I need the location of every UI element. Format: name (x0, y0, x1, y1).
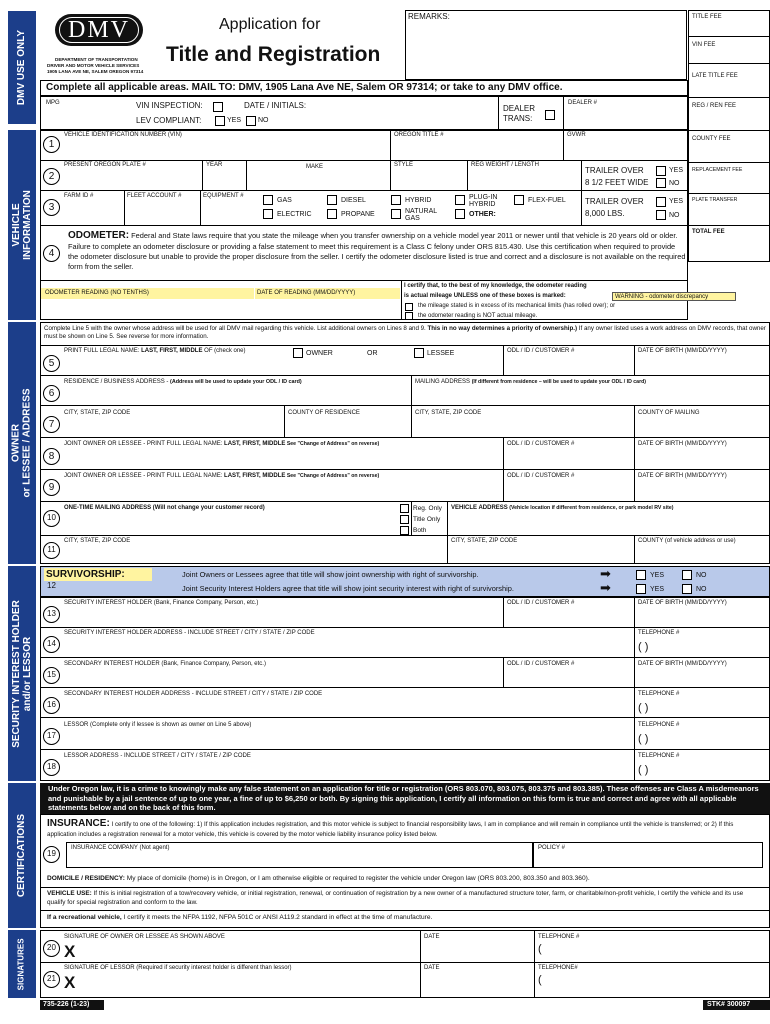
line16-telephone-label: TELEPHONE # (638, 691, 680, 697)
stock-number: STK# 300097 (703, 1000, 770, 1010)
line-number-1: 1 (43, 136, 60, 153)
policy-field[interactable] (533, 842, 763, 868)
style-label: STYLE (394, 162, 414, 168)
secondary-holder-label: SECONDARY INTEREST HOLDER (Bank, Finance Company, Person, etc.) (64, 661, 266, 667)
signatures-label: SIGNATURES (16, 938, 26, 990)
insurance-text: INSURANCE: I certify to one of the following: 1) If this application includes registration, and this motor vehicle is subject to financial responsibility laws, I am in compliance and will remain in compliance until the vehicle is transferred; or 2) If this application includes a registration renewal for a motor vehicle, this vehicle is covered by the motor vehicle liability insurance policy listed below. (47, 818, 734, 838)
farm-id-label: FARM ID # (64, 193, 94, 199)
security-band-label: SECURITY INTEREST HOLDER and/or LESSOR (11, 599, 34, 748)
lev-yes-checkbox[interactable] (215, 116, 225, 126)
certifications-label: CERTIFICATIONS (16, 813, 28, 898)
dealer-trans-checkbox[interactable] (545, 110, 555, 120)
flex-fuel-checkbox[interactable] (514, 195, 524, 205)
line18-phone-paren: ( ) (638, 764, 649, 776)
county-mailing-label: COUNTY OF MAILING (638, 410, 700, 416)
form-number: 735-226 (1-23) (40, 1000, 104, 1010)
other-fuel-label: OTHER: (469, 211, 496, 218)
line17-telephone-label: TELEPHONE # (638, 722, 680, 728)
owner-checkbox-label: OWNER (306, 350, 333, 357)
trailer-wide-label-2: 8 1/2 FEET WIDE (585, 178, 649, 187)
line8-dob-label: DATE OF BIRTH (MM/DD/YYYY) (638, 441, 727, 447)
lessor-signature-date-label: DATE (424, 965, 440, 971)
title-fee-label: TITLE FEE (692, 14, 722, 20)
line-number-12: 12 (43, 578, 60, 595)
vehicle-use-text: VEHICLE USE: If this is initial registration of a tow/recovery vehicle, or initial registration, renewal, or continuation of registration by a new owner of a manufactured structure toter, farm, or charitable/non-profit vehicle, I certify the vehicle and its use qualify for special registration and conform to the law. (47, 890, 744, 906)
mail-to-instructions: Complete all applicable areas. MAIL TO: DMV, 1905 Lana Ave NE, Salem OR 97314; or take to any DMV office. (46, 82, 563, 93)
legal-warning-text: Under Oregon law, it is a crime to knowingly make any false statement on an application for title or registration (ORS 803.070, 803.075, 803.375 and 803.385). These offenses are Class A misdemeanors and punishable by a jail sentence of up to one year, a fine of up to $6,250 or both. By signing this application, I certify all information on this form is true and correct and agree with all applicable statements below and on the back of this form. (48, 784, 759, 813)
security-band (8, 566, 36, 781)
trailer-lbs-yes-label: YES (669, 198, 684, 205)
dealer-trans-label-1: DEALER (503, 104, 536, 113)
line8-joint-label: JOINT OWNER OR LESSEE - PRINT FULL LEGAL NAME: LAST, FIRST, MIDDLE See "Change of Address" on reverse) (64, 441, 380, 447)
other-fuel-checkbox[interactable] (455, 209, 465, 219)
line-number-13: 13 (43, 606, 60, 623)
survivorship-security-no[interactable] (682, 584, 692, 594)
security-holder-label: SECURITY INTEREST HOLDER (Bank, Finance Company, Person, etc.) (64, 600, 259, 606)
line-number-8: 8 (43, 448, 60, 465)
arrow-icon-2: ➡ (600, 580, 611, 595)
natural-gas-label-1: NATURAL (405, 208, 438, 215)
plugin-label-2: HYBRID (469, 201, 496, 208)
line18-telephone-label: TELEPHONE # (638, 753, 680, 759)
reg-weight-label: REG WEIGHT / LENGTH (471, 162, 539, 168)
reg-only-label: Reg. Only (413, 505, 442, 512)
line13-dob-label: DATE OF BIRTH (MM/DD/YYYY) (638, 600, 727, 606)
line-number-5: 5 (43, 355, 60, 372)
line14-phone-paren: ( ) (638, 641, 649, 653)
year-label: YEAR (206, 162, 223, 168)
line-number-11: 11 (43, 542, 60, 559)
owner-signature-label: SIGNATURE OF OWNER OR LESSEE AS SHOWN ABOVE (64, 934, 225, 940)
oregon-title-label: OREGON TITLE # (394, 132, 444, 138)
survivorship-owners-yes-label: YES (650, 572, 665, 579)
secondary-holder-address-label: SECONDARY INTEREST HOLDER ADDRESS - INCLUDE STREET / CITY / STATE / ZIP CODE (64, 691, 323, 697)
lessor-address-label: LESSOR ADDRESS - INCLUDE STREET / CITY / STATE / ZIP CODE (64, 753, 251, 759)
late-title-fee-label: LATE TITLE FEE (692, 73, 738, 79)
make-label: MAKE (306, 164, 324, 170)
lessor-signature-telephone-label: TELEPHONE# (538, 965, 578, 971)
one-time-mailing-label: ONE-TIME MAILING ADDRESS (Will not change your customer record) (64, 505, 265, 511)
line-number-20: 20 (43, 940, 60, 957)
title-only-label: Title Only (413, 516, 441, 523)
reg-ren-fee-label: REG / REN FEE (692, 103, 737, 109)
gas-label: GAS (277, 197, 292, 204)
dept-line3: 1905 LANA AVE NE, SALEM OREGON 97314 (47, 69, 144, 74)
vin-inspection-label: VIN INSPECTION: (136, 101, 203, 110)
gas-checkbox[interactable] (263, 195, 273, 205)
both-label: Both (413, 527, 427, 534)
trailer-wide-yes-checkbox[interactable] (656, 166, 666, 176)
date-of-reading-label: DATE OF READING (MM/DD/YYYY) (257, 290, 356, 296)
reg-only-checkbox[interactable] (400, 504, 409, 513)
line-number-6: 6 (43, 385, 60, 402)
survivorship-owners-yes[interactable] (636, 570, 646, 580)
dept-line2: DRIVER AND MOTOR VEHICLE SERVICES (47, 63, 140, 68)
survivorship-owners-text: Joint Owners or Lessees agree that title will show joint ownership with right of survivorship. (182, 570, 479, 579)
line15-dob-label: DATE OF BIRTH (MM/DD/YYYY) (638, 661, 727, 667)
survivorship-security-yes-label: YES (650, 586, 665, 593)
line5-name-label: PRINT FULL LEGAL NAME: LAST, FIRST, MIDDLE OF (check one) (64, 348, 246, 354)
line16-phone-paren: ( ) (638, 702, 649, 714)
total-fee-label: TOTAL FEE (692, 229, 725, 235)
line-number-18: 18 (43, 759, 60, 776)
line-number-4: 4 (43, 245, 60, 262)
owner-checkbox[interactable] (293, 348, 303, 358)
owner-instructions: Complete Line 5 with the owner whose address will be used for all DMV mail regarding this vehicle. List additional owners on Lines 8 and 9. This in no way determines a priority of ownership.) If any owner listed uses a work address on DMV records, that owner must be shown on Line 5. See reverse for more information. (44, 325, 766, 341)
hybrid-checkbox[interactable] (391, 195, 401, 205)
odometer-statement: ODOMETER: Federal and State laws require that you state the mileage when you transfer ownership on a vehicle model year 2011 or newer until that vehicle is 20 years old or older. Failure to complete an odometer disclosure or providing a false statement to meet this requirement is a Class C felony under ORS 815.430. Use this certification when required to provide the odometer disclosure but unable to provide the proper disclosure from the seller. I certify the odometer disclosure listed is true and correct and a disclosure is not available on the required form from the seller. (68, 230, 686, 271)
line14-telephone-label: TELEPHONE # (638, 630, 680, 636)
odometer-certify-line1: I certify that, to the best of my knowledge, the odometer reading (404, 283, 587, 289)
rolled-over-checkbox[interactable] (405, 303, 413, 311)
trailer-lbs-no-checkbox[interactable] (656, 210, 666, 220)
electric-checkbox[interactable] (263, 209, 273, 219)
certifications-band (8, 783, 36, 928)
natural-gas-label-2: GAS (405, 215, 420, 222)
survivorship-owners-no[interactable] (682, 570, 692, 580)
survivorship-heading: SURVIVORSHIP: (44, 568, 152, 581)
owner-signature-date-label: DATE (424, 934, 440, 940)
hybrid-label: HYBRID (405, 197, 432, 204)
trailer-lbs-yes-checkbox[interactable] (656, 197, 666, 207)
line-number-21: 21 (43, 971, 60, 988)
county-vehicle-label: COUNTY (of vehicle address or use) (638, 538, 736, 544)
line11-city-label: CITY, STATE, ZIP CODE (64, 538, 131, 544)
signatures-band (8, 930, 36, 998)
owner-signature-x[interactable]: X (64, 942, 76, 961)
fleet-account-label: FLEET ACCOUNT # (127, 193, 182, 199)
date-initials-label: DATE / INITIALS: (244, 101, 307, 110)
dmv-use-only-label: DMV USE ONLY (16, 29, 28, 106)
recreational-text: If a recreational vehicle, I certify it meets the NFPA 1192, NFPA 501C or ANSI A119.2 standard in effect at the time of manufacture. (47, 914, 433, 921)
dmv-logo-text: DMV (67, 17, 130, 43)
lessee-checkbox-label: LESSEE (427, 350, 455, 357)
insurance-company-label: INSURANCE COMPANY (Not agent) (71, 845, 170, 851)
owner-signature-paren: ( (538, 943, 542, 955)
dmv-use-only-band (8, 11, 36, 124)
lessor-label: LESSOR (Complete only if lessee is shown as owner on Line 5 above) (64, 722, 252, 728)
line9-joint-label: JOINT OWNER OR LESSEE - PRINT FULL LEGAL NAME: LAST, FIRST, MIDDLE See "Change of Address" on reverse) (64, 473, 380, 479)
form-title-line2: Title and Registration (166, 43, 381, 66)
line11-vehicle-city-label: CITY, STATE, ZIP CODE (451, 538, 518, 544)
line-number-19: 19 (43, 846, 60, 863)
line17-phone-paren: ( ) (638, 733, 649, 745)
line8-odl-label: ODL / ID / CUSTOMER # (507, 441, 575, 447)
dealer-number-label: DEALER # (568, 100, 598, 106)
owner-signature-telephone-label: TELEPHONE # (538, 934, 580, 940)
domicile-text: DOMICILE / RESIDENCY: My place of domicile (home) is in Oregon, or I am otherwise eligible or required to register the vehicle under Oregon law (ORS 803.200, 803.350 and 803.360). (47, 875, 590, 882)
remarks-label: REMARKS: (408, 12, 450, 21)
line-number-16: 16 (43, 697, 60, 714)
survivorship-security-yes[interactable] (636, 584, 646, 594)
present-plate-label: PRESENT OREGON PLATE # (64, 162, 146, 168)
diesel-checkbox[interactable] (327, 195, 337, 205)
line9-dob-label: DATE OF BIRTH (MM/DD/YYYY) (638, 473, 727, 479)
lessor-signature-paren: ( (538, 974, 542, 986)
vehicle-information-label: VEHICLE INFORMATION (11, 190, 33, 260)
line-number-10: 10 (43, 510, 60, 527)
county-fee-label: COUNTY FEE (692, 136, 731, 142)
line7-mailing-city-label: CITY, STATE, ZIP CODE (415, 410, 482, 416)
both-checkbox[interactable] (400, 526, 409, 535)
plate-transfer-label: PLATE TRANSFER (692, 197, 738, 203)
lev-yes-label: YES (227, 117, 242, 124)
survivorship-security-text: Joint Security Interest Holders agree that title will show joint security interest with right of survivorship. (182, 584, 514, 593)
dealer-trans-label-2: TRANS: (503, 114, 533, 123)
lessee-checkbox[interactable] (414, 348, 424, 358)
odometer-certify-line2: is actual mileage UNLESS one of these boxes is marked: (404, 293, 566, 299)
form-title-line1: Application for (219, 16, 321, 33)
flex-fuel-label: FLEX-FUEL (528, 197, 566, 204)
propane-checkbox[interactable] (327, 209, 337, 219)
trailer-lbs-no-label: NO (669, 212, 680, 219)
line5-odl-label: ODL / ID / CUSTOMER # (507, 348, 575, 354)
electric-label: ELECTRIC (277, 211, 312, 218)
gvwr-label: GVWR (567, 132, 586, 138)
trailer-lbs-label-1: TRAILER OVER (585, 197, 644, 206)
vehicle-information-band (8, 130, 36, 320)
trailer-wide-yes-label: YES (669, 167, 684, 174)
trailer-wide-label-1: TRAILER OVER (585, 166, 644, 175)
line-number-17: 17 (43, 728, 60, 745)
lev-no-label: NO (258, 117, 269, 124)
line9-odl-label: ODL / ID / CUSTOMER # (507, 473, 575, 479)
owner-or-label: OR (367, 350, 378, 357)
mpg-label: MPG (46, 100, 60, 106)
not-actual-mileage-label: the odometer reading is NOT actual mileage. (418, 313, 538, 319)
line-number-9: 9 (43, 479, 60, 496)
mailing-address-label: MAILING ADDRESS (If different from residence – will be used to update your ODL / ID card) (415, 379, 646, 385)
trailer-wide-no-checkbox[interactable] (656, 178, 666, 188)
dmv-logo (55, 14, 145, 54)
lev-no-checkbox[interactable] (246, 116, 256, 126)
trailer-lbs-label-2: 8,000 LBS. (585, 209, 625, 218)
line-number-14: 14 (43, 636, 60, 653)
odometer-reading-label: ODOMETER READING (NO TENTHS) (45, 290, 149, 296)
security-holder-address-label: SECURITY INTEREST HOLDER ADDRESS - INCLUDE STREET / CITY / STATE / ZIP CODE (64, 630, 315, 636)
line-number-3: 3 (43, 199, 60, 216)
title-only-checkbox[interactable] (400, 515, 409, 524)
owner-band-label: OWNER or LESSEE / ADDRESS (11, 388, 34, 498)
not-actual-mileage-checkbox[interactable] (405, 312, 413, 320)
vin-fee-label: VIN FEE (692, 42, 716, 48)
lev-compliant-label: LEV COMPLIANT: (136, 116, 202, 125)
lessor-signature-label: SIGNATURE OF LESSOR (Required if security interest holder is different than lessor) (64, 965, 292, 971)
arrow-icon: ➡ (600, 566, 611, 581)
propane-label: PROPANE (341, 211, 375, 218)
county-residence-label: COUNTY OF RESIDENCE (288, 410, 360, 416)
line5-dob-label: DATE OF BIRTH (MM/DD/YYYY) (638, 348, 727, 354)
diesel-label: DIESEL (341, 197, 366, 204)
owner-band (8, 322, 36, 564)
line-number-2: 2 (43, 168, 60, 185)
survivorship-security-no-label: NO (696, 586, 707, 593)
lessor-signature-x[interactable]: X (64, 973, 76, 992)
residence-label: RESIDENCE / BUSINESS ADDRESS - (Address will be used to update your ODL / ID card) (64, 379, 302, 385)
natural-gas-checkbox[interactable] (391, 209, 401, 219)
vin-label: VEHICLE IDENTIFICATION NUMBER (VIN) (64, 132, 182, 138)
line-number-15: 15 (43, 667, 60, 684)
replacement-fee-label: REPLACEMENT FEE (692, 167, 743, 173)
plugin-label-1: PLUG-IN (469, 194, 498, 201)
trailer-wide-no-label: NO (669, 180, 680, 187)
dept-line1: DEPARTMENT OF TRANSPORTATION (55, 57, 138, 62)
equipment-label: EQUIPMENT # (203, 193, 244, 199)
odometer-warning: WARNING - odometer discrepancy (612, 292, 736, 301)
survivorship-owners-no-label: NO (696, 572, 707, 579)
vehicle-address-label: VEHICLE ADDRESS (Vehicle location if different from residence, or park model RV site) (451, 505, 674, 511)
line7-city-label: CITY, STATE, ZIP CODE (64, 410, 131, 416)
line15-odl-label: ODL / ID / CUSTOMER # (507, 661, 575, 667)
policy-label: POLICY # (538, 845, 565, 851)
vin-inspection-checkbox[interactable] (213, 102, 223, 112)
plugin-hybrid-checkbox[interactable] (455, 195, 465, 205)
line13-odl-label: ODL / ID / CUSTOMER # (507, 600, 575, 606)
line-number-7: 7 (43, 416, 60, 433)
rolled-over-label: the mileage stated is in excess of its mechanical limits (has rolled over); or (418, 303, 616, 309)
